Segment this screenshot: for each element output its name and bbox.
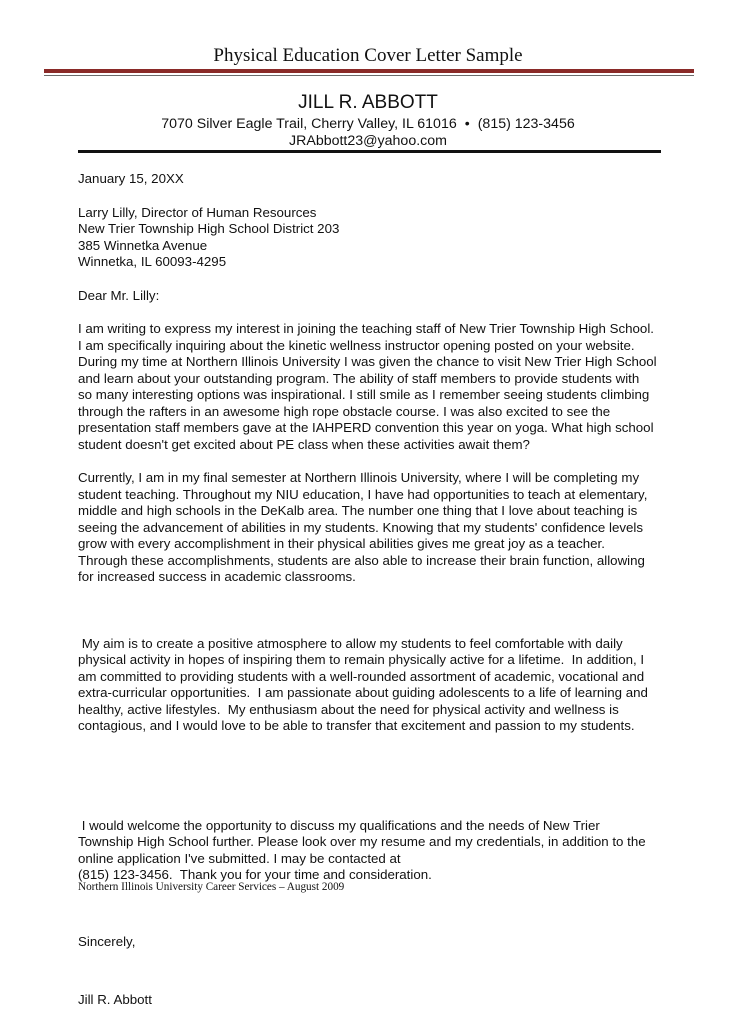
paragraph-line: middle and high schools in the DeKalb area. The number one thing that I love about teaching is xyxy=(78,503,638,518)
paragraph-line: Currently, I am in my final semester at Northern Illinois University, where I will be completing my xyxy=(78,470,640,485)
paragraph-line: contagious, and I would love to be able to transfer that excitement and passion to my students. xyxy=(78,718,635,733)
paragraph-line: Through these accomplishments, students are also able to increase their brain function, allowing xyxy=(78,552,645,568)
bullet-separator: • xyxy=(464,116,470,132)
paragraph-line: I am specifically inquiring about the kinetic wellness instructor opening posted on your website. xyxy=(78,337,635,353)
paragraph-line: I am writing to express my interest in joining the teaching staff of New Trier Township High School. xyxy=(78,321,654,336)
paragraph-line: presentation staff members gave at the IAHPERD convention this year on yoga. What high school xyxy=(78,420,654,435)
paragraph-4 xyxy=(78,785,678,917)
paragraph-line: grow with every accomplishment in their physical abilities gives me great joy as a teacher. xyxy=(78,536,605,551)
applicant-name: JILL R. ABBOTT xyxy=(298,92,438,113)
recipient-line: Larry Lilly, Director of Human Resources xyxy=(78,204,317,220)
paragraph-line: (815) 123-3456. Thank you for your time and consideration. xyxy=(78,867,432,882)
paragraph-line: through the rafters in an awesome high rope obstacle course. I was also excited to see the xyxy=(78,403,611,419)
recipient-line: Winnetka, IL 60093-4295 xyxy=(78,254,227,269)
phone-number: (815) 123-3456 xyxy=(477,116,575,132)
signature: Jill R. Abbott xyxy=(78,992,152,1007)
recipient-line: 385 Winnetka Avenue xyxy=(78,237,208,253)
paragraph-line: student teaching. Throughout my NIU education, I have had opportunities to teach at elementary, xyxy=(78,486,648,502)
contact-line xyxy=(0,116,736,133)
page-title: Physical Education Cover Letter Sample xyxy=(213,45,523,66)
paragraph-line: My aim is to create a positive atmosphere to allow my students to feel comfortable with daily xyxy=(78,635,623,651)
title-rule-thin xyxy=(44,75,694,76)
paragraph-line: online application I've submitted. I may be contacted at xyxy=(78,850,401,866)
paragraph-line: I would welcome the opportunity to discuss my qualifications and the needs of New Trier xyxy=(78,817,600,833)
paragraph-line: student doesn't get excited about PE class when these activities await them? xyxy=(78,436,530,452)
header-rule xyxy=(78,150,661,153)
paragraph-line: healthy, active lifestyles. My enthusiasm about the need for physical activity and wellness is xyxy=(78,701,619,717)
paragraph-1 xyxy=(78,321,678,453)
paragraph-line: During my time at Northern Illinois University I was given the chance to visit New Trier High School xyxy=(78,354,657,369)
closing: Sincerely, xyxy=(78,933,136,949)
paragraph-line: extra-curricular opportunities. I am passionate about guiding adolescents to a life of learning and xyxy=(78,685,648,700)
recipient-line: New Trier Township High School District 203 xyxy=(78,221,340,236)
paragraph-line: seeing the advancement of abilities in my students. Knowing that my students' confidence levels xyxy=(78,519,644,535)
paragraph-line: physical activity in hopes of inspiring them to remain physically active for a lifetime. In addition, I xyxy=(78,652,645,667)
paragraph-line: Township High School further. Please look over my resume and my credentials, in addition to the xyxy=(78,834,646,849)
letter-date: January 15, 20XX xyxy=(78,171,184,186)
paragraph-2 xyxy=(78,470,678,586)
paragraph-line: am committed to providing students with a well-rounded assortment of academic, vocational and xyxy=(78,668,645,684)
paragraph-line: for increased success in academic classrooms. xyxy=(78,569,356,584)
salutation: Dear Mr. Lilly: xyxy=(78,287,160,303)
title-rule-accent xyxy=(44,69,694,73)
paragraph-line: so many interesting options was inspirational. I still smile as I remember seeing students climbing xyxy=(78,387,650,402)
email-address: JRAbbott23@yahoo.com xyxy=(289,133,447,149)
paragraph-line: and learn about your outstanding program. The ability of staff members to provide students with xyxy=(78,370,640,386)
paragraph-3 xyxy=(78,603,678,768)
recipient-address xyxy=(78,205,678,271)
footer-note: Northern Illinois University Career Services – August 2009 xyxy=(78,881,345,893)
street-address: 7070 Silver Eagle Trail, Cherry Valley, IL 61016 xyxy=(161,116,457,132)
